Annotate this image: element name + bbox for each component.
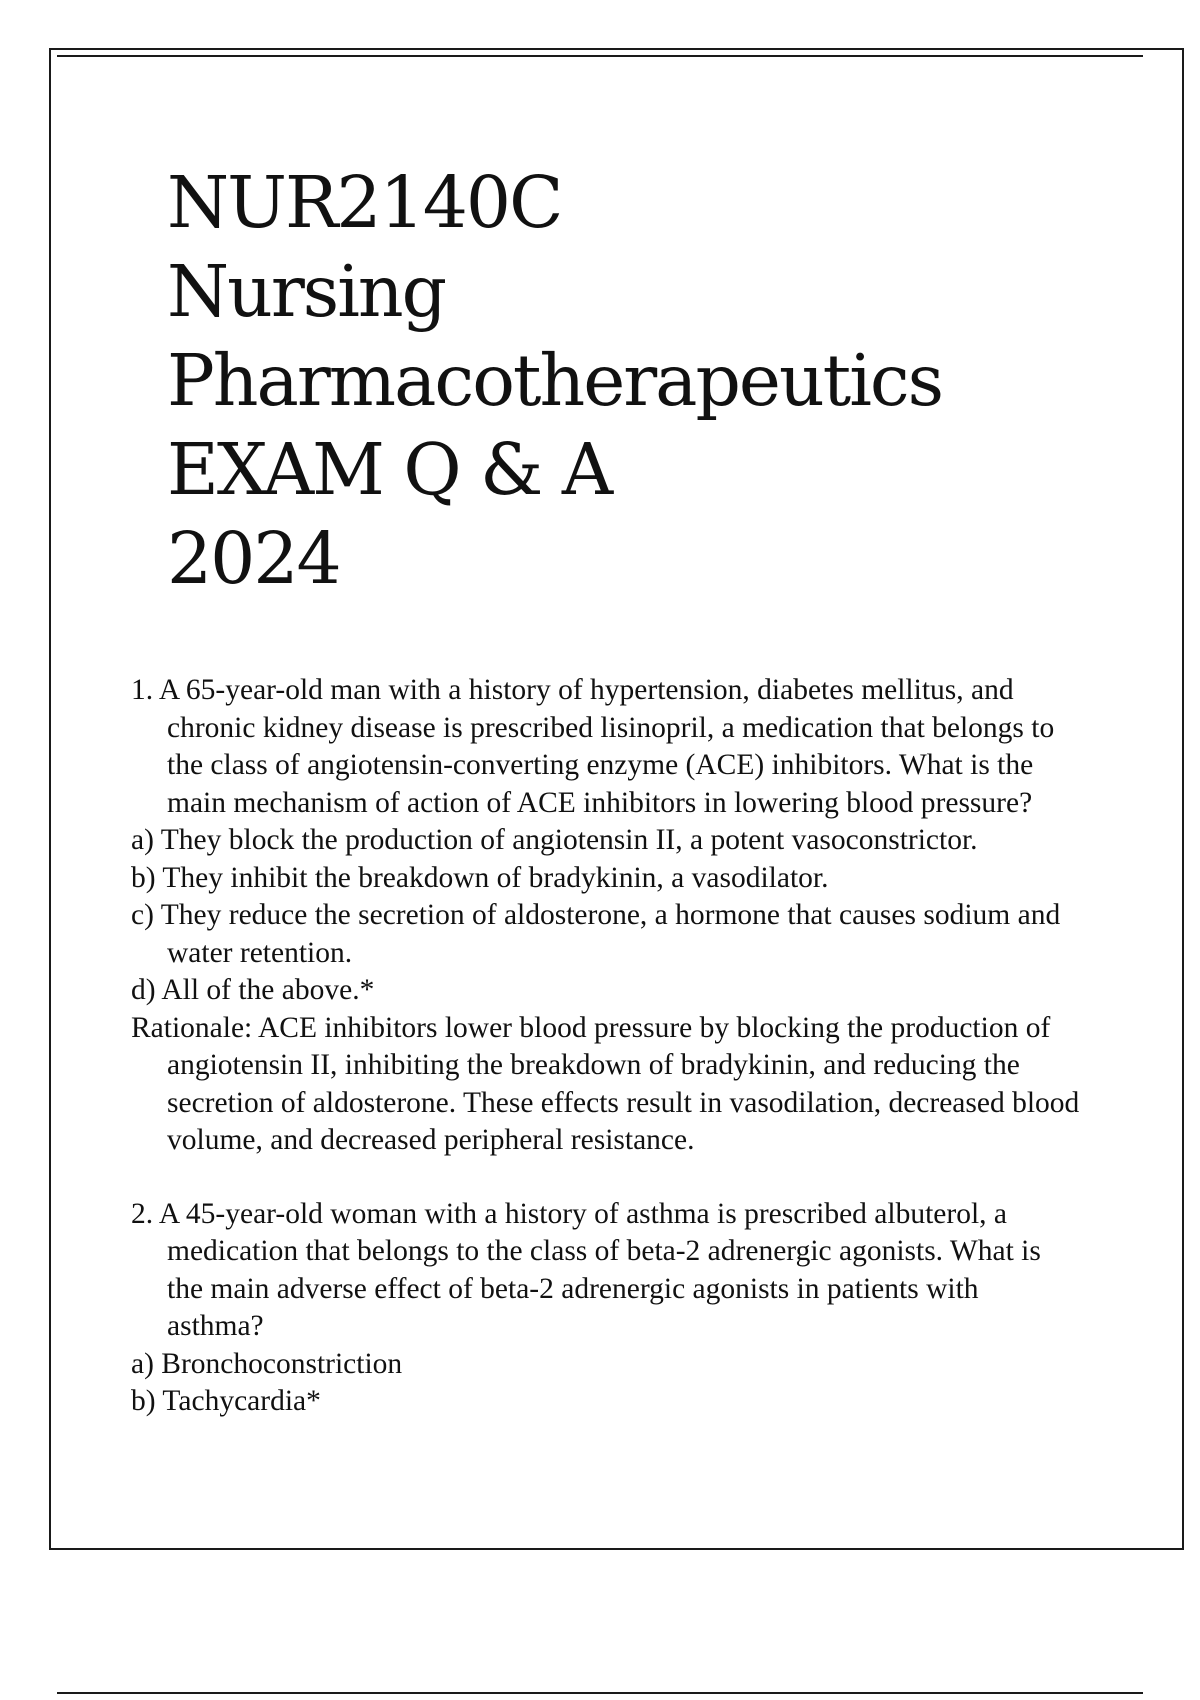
answer-option-a: a) Bronchoconstriction <box>131 1347 403 1380</box>
title-line-nursing: Nursing <box>167 250 446 333</box>
answer-option-d: d) All of the above.* <box>131 974 375 1006</box>
question-stem: 1. A 65-year-old man with a history of hypertension, diabetes mellitus, and chronic kidney disease is prescribed lisinopril, a medication that belongs to the class of angiotensin-converting enzyme (ACE) inhibitors. What is the main mechanism of action of ACE inhibitors in lowering blood pressure? <box>131 674 1055 819</box>
question-block-2 <box>131 1196 1081 1421</box>
title-line-exam: EXAM Q & A <box>167 428 612 511</box>
top-rule-line <box>57 55 1143 57</box>
rationale-text: Rationale: ACE inhibitors lower blood pressure by blocking the production of angiotensin II, inhibiting the breakdown of bradykinin, and reducing the secretion of aldosterone. These effects result in vasodilation, decreased blood volume, and decreased peripheral resistance. <box>131 1011 1080 1156</box>
bottom-rule-line <box>57 1692 1143 1694</box>
answer-option-b: b) They inhibit the breakdown of bradykinin, a vasodilator. <box>131 861 829 894</box>
exam-content <box>131 672 1081 1421</box>
answer-option-b: b) Tachycardia* <box>131 1385 321 1417</box>
answer-option-a: a) They block the production of angiotensin II, a potent vasoconstrictor. <box>131 824 978 856</box>
document-title <box>167 158 1067 603</box>
title-line-subject: Pharmacotherapeutics <box>167 339 943 422</box>
answer-option-c: c) They reduce the secretion of aldosterone, a hormone that causes sodium and water retention. <box>131 899 1061 969</box>
question-block-1 <box>131 672 1081 1160</box>
question-stem: 2. A 45-year-old woman with a history of asthma is prescribed albuterol, a medication that belongs to the class of beta-2 adrenergic agonists. What is the main adverse effect of beta-2 adrenergic agonists in patients with asthma? <box>131 1197 1041 1342</box>
title-line-year: 2024 <box>167 517 340 600</box>
title-course-code: NUR2140C <box>167 161 562 244</box>
